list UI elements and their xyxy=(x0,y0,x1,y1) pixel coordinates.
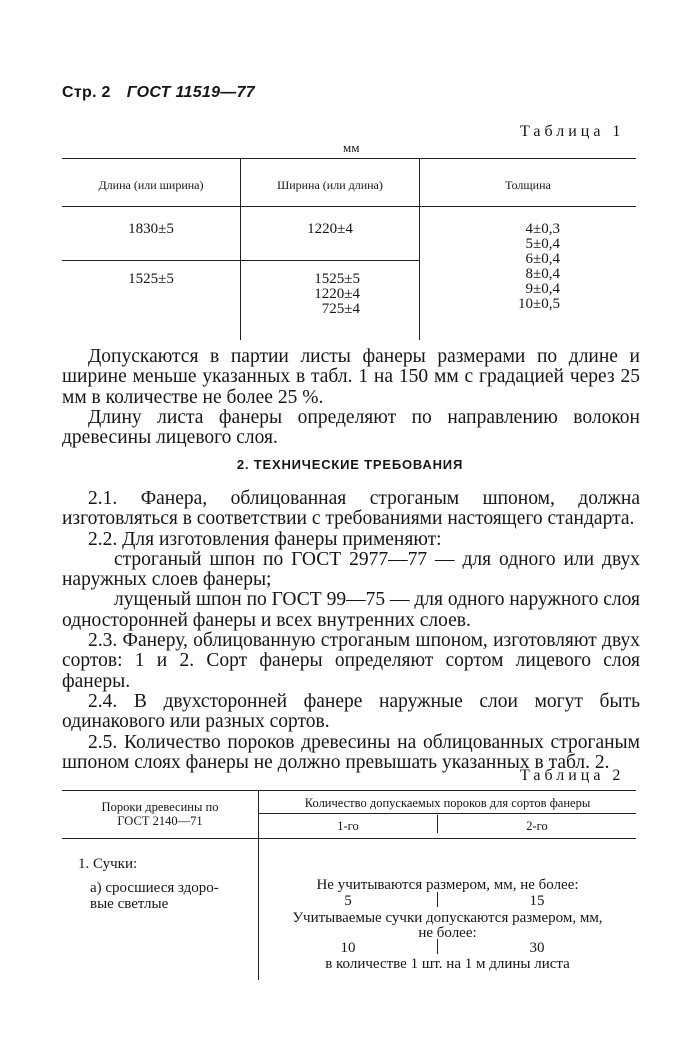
paragraph: Допускаются в партии листы фанеры размерами по длине и ширине меньше указанных в табл. 1 на 150 мм с градацией через 25 мм в количестве не более 25 %. xyxy=(62,346,640,408)
table2-header-grade2: 2-го xyxy=(526,819,548,833)
table2-header-group: Количество допускаемых пороков для сортов фанеры xyxy=(304,796,591,810)
table2-note: Не учитываются размером, мм, не более: xyxy=(316,877,579,893)
table1-cell-width: 1220±4 xyxy=(314,286,360,302)
table2-item-knots: 1. Сучки: xyxy=(78,856,138,872)
table1-cell-thickness: 8±0,4 xyxy=(525,266,560,282)
standard-number: ГОСТ 11519—77 xyxy=(126,84,255,101)
section2-body xyxy=(62,489,640,773)
table2-note: не более: xyxy=(418,925,477,941)
table1-unit: мм xyxy=(343,140,360,155)
table1-cell-length: 1525±5 xyxy=(128,271,174,287)
table2-value-grade1: 10 xyxy=(340,940,356,956)
page-number: Стр. 2 xyxy=(62,84,111,101)
table2-header-rule xyxy=(62,838,636,839)
table2-item-knots-a-cont: вые светлые xyxy=(90,896,169,912)
table1-header-thickness: Толщина xyxy=(505,178,551,192)
table2-item-knots-a: а) сросшиеся здоро- xyxy=(90,880,219,896)
table2-header-defects: Пороки древесины по xyxy=(101,800,219,814)
table1-header-rule xyxy=(62,206,636,207)
table1-cell-thickness: 4±0,3 xyxy=(525,221,560,237)
table2-value-grade2: 30 xyxy=(529,940,545,956)
table1-cell-width: 725±4 xyxy=(321,301,360,317)
table1-row-divider-2 xyxy=(240,260,420,261)
page-header xyxy=(62,84,255,102)
table1-cell-thickness: 5±0,4 xyxy=(525,236,560,252)
table1-cell-thickness: 9±0,4 xyxy=(525,281,560,297)
section-number: 2. xyxy=(236,457,250,472)
table2-header-defects-ref: ГОСТ 2140—71 xyxy=(117,814,203,828)
section-title: ТЕХНИЧЕСКИЕ ТРЕБОВАНИЯ xyxy=(253,457,464,472)
table1-notes xyxy=(62,347,640,448)
clause-2-5: 2.5. Количество пороков древесины на облицованных строганым шпоном слоях фанеры не должно превышать указанных в табл. 2. xyxy=(62,731,640,773)
table1-cell-length: 1830±5 xyxy=(128,221,174,237)
table1-cell-thickness: 10±0,5 xyxy=(518,296,560,312)
table2-top-rule xyxy=(62,790,636,791)
table1-header-length: Длина (или ширина) xyxy=(98,178,204,192)
clause-2-2-item: строганый шпон по ГОСТ 2977—77 — для одного или двух наружных слоев фанеры; xyxy=(62,548,640,591)
table1-cell-thickness: 6±0,4 xyxy=(525,251,560,267)
table1-cell-width: 1525±5 xyxy=(314,271,360,287)
clause-2-2: 2.2. Для изготовления фанеры применяют: xyxy=(88,528,442,550)
clause-2-3: 2.3. Фанеру, облицованную строганым шпоном, изготовляют двух сортов: 1 и 2. Сорт фанеры определяют сортом лицевого слоя фанеры. xyxy=(62,630,640,692)
table1-top-rule xyxy=(62,158,636,159)
table1-caption: Таблица 1 xyxy=(520,123,625,140)
table2-group-rule xyxy=(259,813,636,814)
paragraph: Длину листа фанеры определяют по направлению волокон древесины лицевого слоя. xyxy=(62,406,640,449)
table1-header-width: Ширина (или длина) xyxy=(277,178,383,192)
clause-2-1: 2.1. Фанера, облицованная строганым шпоном, должна изготовляться в соответствии с требованиями настоящего стандарта. xyxy=(62,488,640,530)
table2-note: Учитываемые сучки допускаются размером, мм, xyxy=(292,910,603,926)
table2-value-grade2: 15 xyxy=(529,893,545,909)
table2-header-grade1: 1-го xyxy=(337,819,359,833)
table2-note: в количестве 1 шт. на 1 м длины листа xyxy=(325,956,570,972)
table2-caption: Таблица 2 xyxy=(520,767,625,784)
table1-row-divider xyxy=(62,260,242,261)
table1-cell-width: 1220±4 xyxy=(307,221,353,237)
clause-2-2-item: лущеный шпон по ГОСТ 99—75 — для одного наружного слоя односторонней фанеры и всех внутренних слоев. xyxy=(62,589,640,631)
table2-value-grade1: 5 xyxy=(344,893,352,909)
clause-2-4: 2.4. В двухсторонней фанере наружные слои могут быть одинакового или разных сортов. xyxy=(62,690,640,733)
section-heading xyxy=(0,457,700,472)
